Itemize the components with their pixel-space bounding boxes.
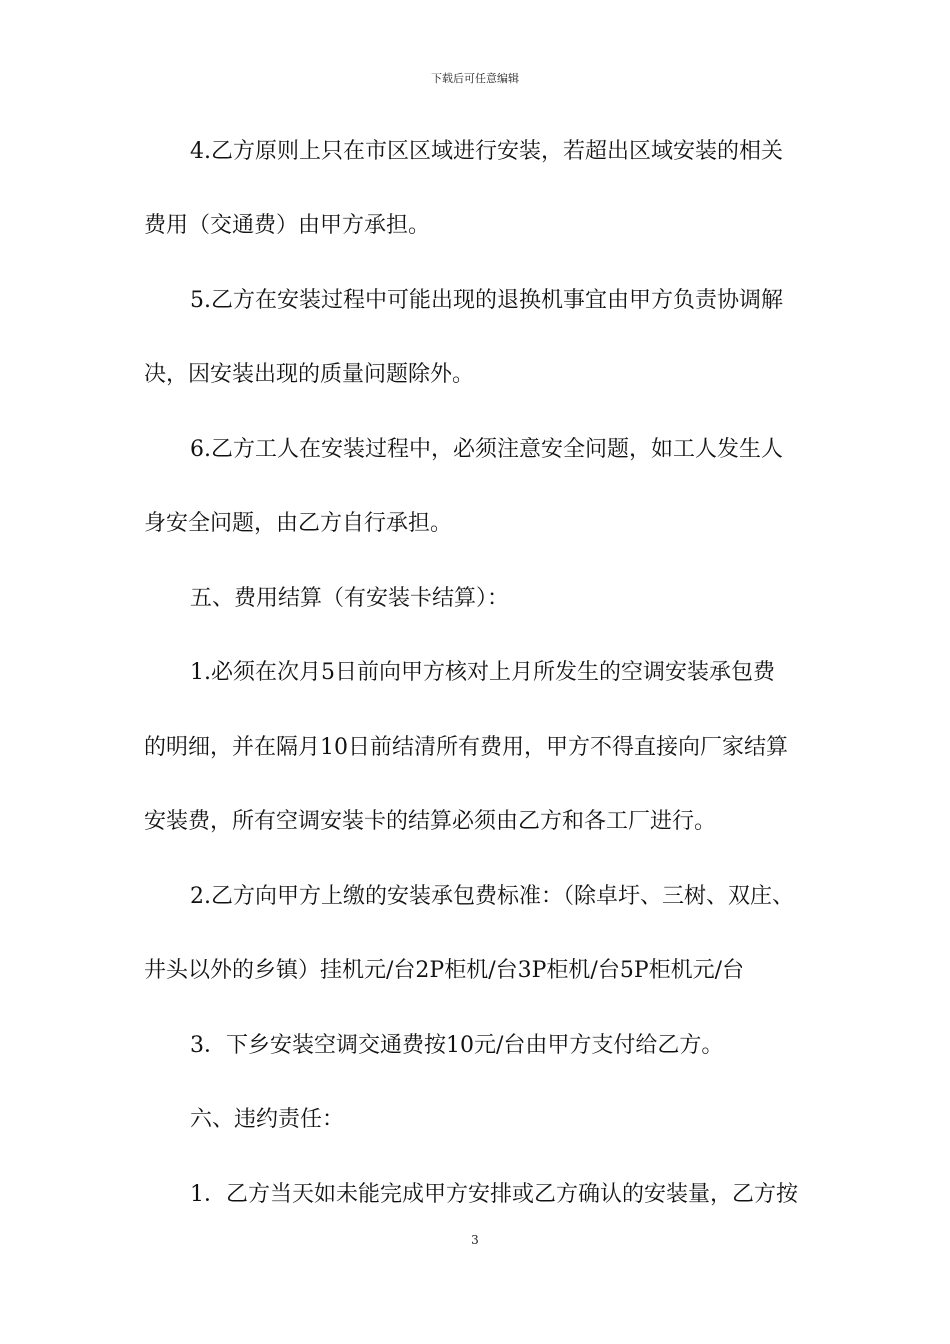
paragraph-line: 的明细，并在隔月10日前结清所有费用，甲方不得直接向厂家结算	[144, 735, 788, 760]
paragraph-line: 4.乙方原则上只在市区区域进行安装，若超出区域安装的相关	[190, 139, 783, 164]
paragraph-line: 井头以外的乡镇）挂机元/台2P柜机/台3P柜机/台5P柜机元/台	[144, 958, 745, 983]
paragraph-line: 费用（交通费）由甲方承担。	[144, 213, 431, 238]
paragraph-line: 5.乙方在安装过程中可能出现的退换机事宜由甲方负责协调解	[190, 288, 783, 313]
section-heading: 六、违约责任：	[190, 1107, 345, 1132]
paragraph-line: 决，因安装出现的质量问题除外。	[144, 362, 475, 387]
page-header: 下载后可任意编辑	[431, 72, 519, 85]
paragraph-line: 1．乙方当天如未能完成甲方安排或乙方确认的安装量，乙方按	[190, 1182, 798, 1207]
paragraph-line: 3．下乡安装空调交通费按10元/台由甲方支付给乙方。	[190, 1033, 724, 1058]
paragraph-line: 安装费，所有空调安装卡的结算必须由乙方和各工厂进行。	[144, 809, 717, 834]
paragraph-line: 6.乙方工人在安装过程中，必须注意安全问题，如工人发生人	[190, 437, 783, 462]
paragraph-line: 身安全问题，由乙方自行承担。	[144, 511, 453, 536]
section-heading: 五、费用结算（有安装卡结算）：	[190, 586, 510, 611]
paragraph-line: 1.必须在次月5日前向甲方核对上月所发生的空调安装承包费	[190, 660, 775, 685]
paragraph-line: 2.乙方向甲方上缴的安装承包费标准：（除卓圩、三树、双庄、	[190, 884, 794, 909]
page-number: 3	[471, 1233, 479, 1247]
